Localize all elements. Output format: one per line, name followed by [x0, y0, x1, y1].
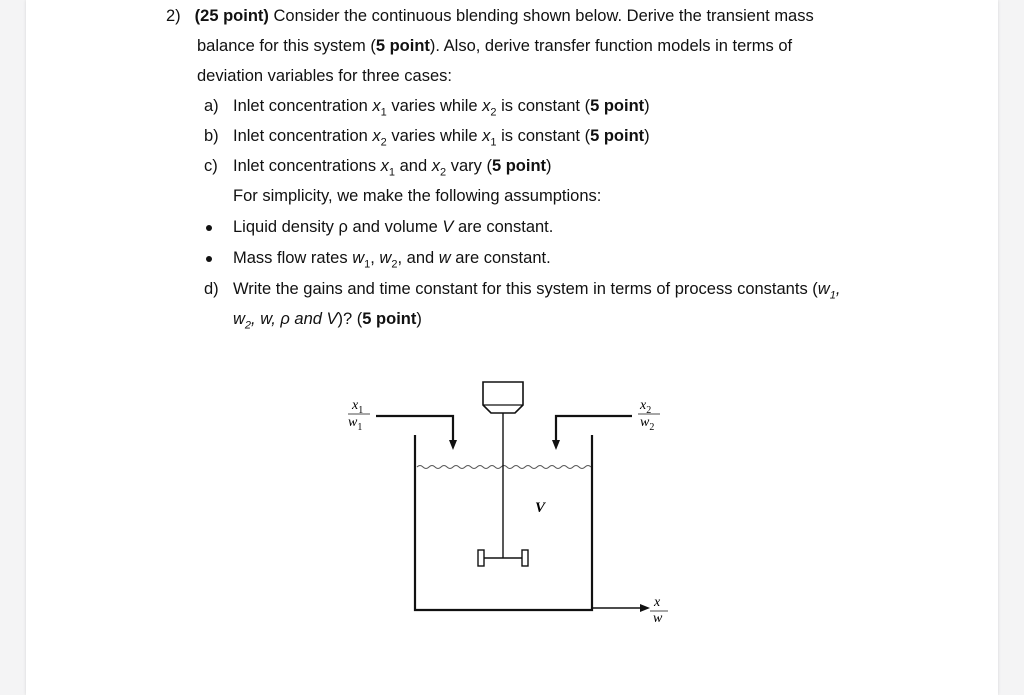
item-b-label: b)	[204, 127, 219, 145]
question-intro-line-3: deviation variables for three cases:	[197, 67, 452, 85]
item-d-text-line-2: $w_2$, w, ρ and V)? (5 point)	[233, 310, 422, 332]
item-b-text: Inlet concentration $x_2$ varies while $x_1$ is constant (5 point)	[233, 127, 650, 149]
mixer-motor	[483, 382, 523, 413]
outlet-arrow	[640, 604, 650, 612]
question-intro-line-2: balance for this system (5 point). Also, derive transfer function models in terms of	[197, 37, 793, 55]
question-number: 2)	[166, 7, 181, 25]
item-c-label: c)	[204, 157, 218, 175]
impeller-blade	[478, 550, 484, 566]
question-total-points: (25 point)	[194, 7, 269, 25]
item-a-text: Inlet concentration $x_1$ varies while $x_2$ is constant (5 point)	[233, 97, 650, 119]
inlet-2-concentration-label: $x_2$	[640, 398, 652, 416]
item-d-text-line-1: Write the gains and time constant for this system in terms of process constants ($w_1$,	[233, 280, 841, 302]
inlet-2-pipe	[556, 416, 632, 442]
assumption-bullet-2: Mass flow rates $w_1$, $w_2$, and w are constant.	[233, 249, 551, 271]
inlet-2-flow-label: $w_2$	[640, 415, 655, 433]
item-c-text: Inlet concentrations $x_1$ and $x_2$ vary (5 point)	[233, 157, 552, 179]
liquid-surface	[417, 466, 591, 469]
item-a-label: a)	[204, 97, 219, 115]
inlet-1-concentration-label: $x_1$	[352, 398, 364, 416]
inlet-1-arrow	[449, 440, 457, 450]
outlet-concentration-label: x	[654, 595, 661, 610]
inlet-2-arrow	[552, 440, 560, 450]
outlet-flow-label: w	[653, 611, 663, 626]
document-page	[26, 0, 998, 695]
assumption-bullet-1: Liquid density ρ and volume V are constant.	[233, 218, 554, 236]
balance-points: 5 point	[375, 37, 430, 55]
impeller-blade	[522, 550, 528, 566]
volume-label: V	[535, 500, 546, 516]
item-d-label: d)	[204, 280, 219, 298]
blending-tank-diagram	[26, 0, 998, 695]
inlet-1-flow-label: $w_1$	[348, 415, 363, 433]
assumptions-intro: For simplicity, we make the following assumptions:	[233, 187, 602, 205]
question-intro-text-1: Consider the continuous blending shown below. Derive the transient mass	[268, 7, 814, 25]
